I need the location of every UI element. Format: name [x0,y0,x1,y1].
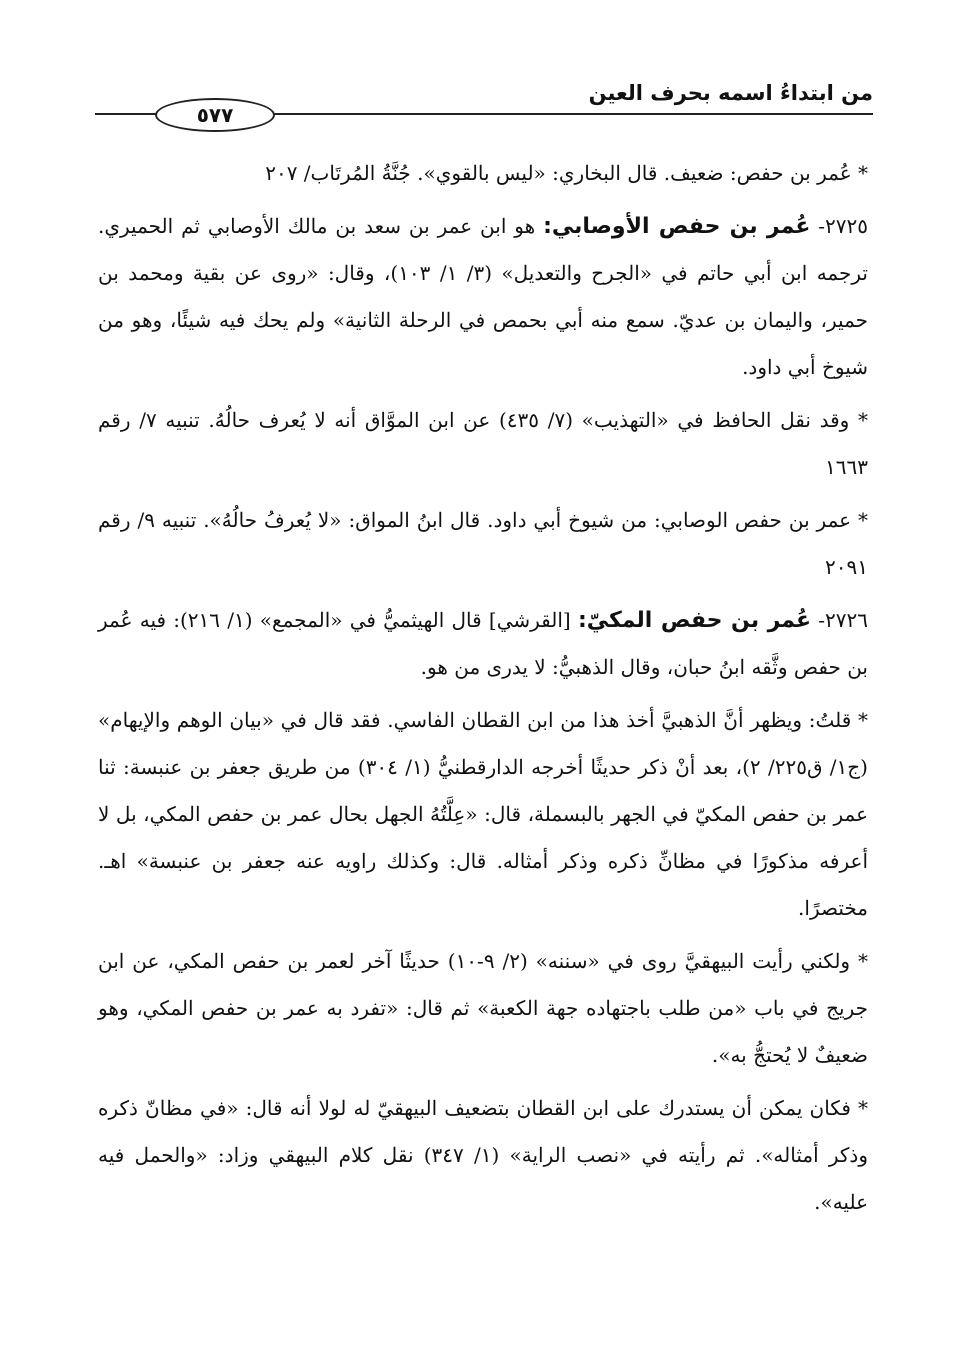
entry-name: عُمر بن حفص المكيّ: [577,608,812,633]
page-body [98,150,868,1232]
entry-number: ٢٧٢٦- [818,608,868,632]
paragraph-note [98,1085,868,1226]
paragraph-text: * عُمر بن حفص: ضعيف. قال البخاري: «ليس بالقوي». جُنَّةُ المُرتَاب/ ٢٠٧ [265,161,868,185]
page-number-text: ٥٧٧ [196,103,234,127]
paragraph-note [98,938,868,1079]
paragraph-note [98,697,868,932]
paragraph-note [98,397,868,491]
entry-text: [القرشي] قال الهيثميُّ في «المجمع» (١/ ٢١٦): فيه عُمر بن حفص وثَّقه ابنُ حبان، وقال الذهبيُّ: لا يدرى من هو. [98,608,868,679]
paragraph-text: * قلتُ: ويظهر أنَّ الذهبيَّ أخذ هذا من ابن القطان الفاسي. فقد قال في «بيان الوهم والإيهام» (ج١/ ق٢٢٥/ ٢)، بعد أنْ ذكر حديثًا أخرجه الدارقطنيُّ (١/ ٣٠٤) من طريق جعفر بن عنبسة: ثنا عمر بن حفص المكيّ في الجهر بالبسملة، قال: «عِلَّتُهُ الجهل بحال عمر بن حفص المكي، بل لا أعرفه مذكورًا في مظانِّ ذكره وذكر أمثاله. قال: وكذلك راويه عنه جعفر بن عنبسة» اهـ. مختصرًا. [98,708,868,920]
paragraph-text: * عمر بن حفص الوصابي: من شيوخ أبي داود. قال ابنُ المواق: «لا يُعرفُ حالُهُ». تنبيه ٩/ رقم ٢٠٩١ [98,508,869,579]
entry-number: ٢٧٢٥- [818,214,868,238]
paragraph-text: * ولكني رأيت البيهقيَّ روى في «سننه» (٢/ ٩-١٠) حديثًا آخر لعمر بن حفص المكي، عن ابن جريج في باب «من طلب باجتهاده جهة الكعبة» ثم قال: «تفرد به عمر بن حفص المكي، وهو ضعيفٌ لا يُحتجُّ به». [98,949,868,1067]
paragraph-text: * فكان يمكن أن يستدرك على ابن القطان بتضعيف البيهقيّ له لولا أنه قال: «في مظانّ ذكره وذكر أمثاله». ثم رأيته في «نصب الراية» (١/ ٣٤٧) نقل كلام البيهقي وزاد: «والحمل فيه عليه». [98,1096,868,1214]
page-header [95,78,873,134]
paragraph-note [98,497,868,591]
paragraph-note [98,150,868,197]
paragraph-text: * وقد نقل الحافظ في «التهذيب» (٧/ ٤٣٥) عن ابن الموَّاق أنه لا يُعرف حالُهُ. تنبيه ٧/ رقم ١٦٦٣ [98,408,868,479]
entry-2726 [98,597,868,691]
page-number [155,98,275,132]
running-title: من ابتداءُ اسمه بحرف العين [588,81,873,105]
entry-name: عُمر بن حفص الأوصابي: [543,214,811,239]
entry-2725 [98,203,868,391]
entry-text: هو ابن عمر بن سعد بن مالك الأوصابي ثم الحميري. ترجمه ابن أبي حاتم في «الجرح والتعديل» (٣/ ١/ ١٠٣)، وقال: «روى عن بقية ومحمد بن حمير، واليمان بن عديّ. سمع منه أبي بحمص في الرحلة الثانية» ولم يحك فيه شيئًا، وهو من شيوخ أبي داود. [98,214,868,379]
